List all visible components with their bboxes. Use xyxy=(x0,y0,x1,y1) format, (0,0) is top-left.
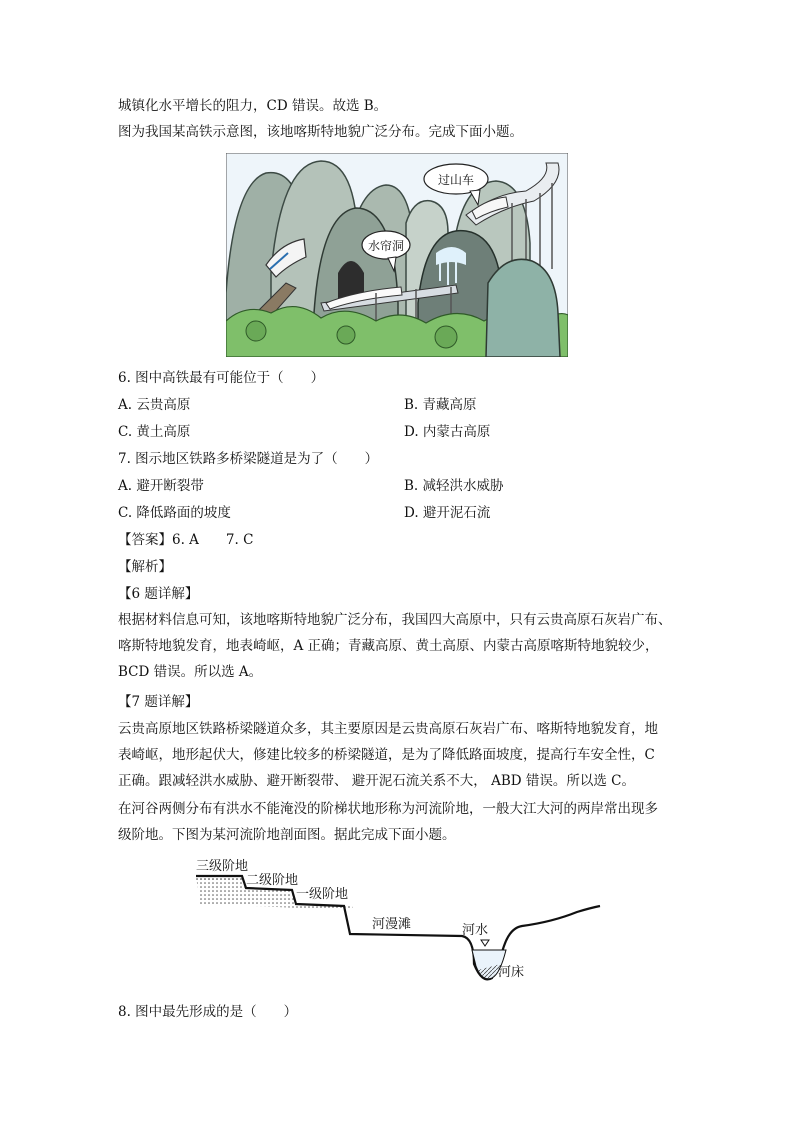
detail6-line: 喀斯特地貌发育，地表崎岖，A 正确；青藏高原、黄土高原、内蒙古高原喀斯特地貌较少， xyxy=(118,638,659,654)
q6-option-b: B. 青藏高原 xyxy=(404,397,477,413)
detail7-paragraph xyxy=(118,716,674,794)
detail6-line: BCD 错误。所以选 A。 xyxy=(118,664,263,680)
q8-stem: 8. 图中最先形成的是（ ） xyxy=(118,1004,298,1020)
label-floodplain: 河漫滩 xyxy=(372,917,412,932)
intro2-line: 级阶地。下图为某河流阶地剖面图。据此完成下面小题。 xyxy=(118,827,456,843)
label-river-water: 河水 xyxy=(462,923,489,938)
detail6-heading: 【6 题详解】 xyxy=(118,586,199,602)
detail7-line: 正确。跟减轻洪水威胁、避开断裂带、 避开泥石流关系不大， ABD 错误。所以选 C。 xyxy=(118,773,635,789)
q6-stem: 6. 图中高铁最有可能位于（ ） xyxy=(118,370,325,386)
label-riverbed: 河床 xyxy=(498,965,525,980)
intro-paragraph-1: 图为我国某高铁示意图，该地喀斯特地貌广泛分布。完成下面小题。 xyxy=(118,124,523,140)
q6-option-c: C. 黄土高原 xyxy=(118,424,191,440)
q7-option-d: D. 避开泥石流 xyxy=(404,505,491,521)
answer-line: 【答案】6. A 7. C xyxy=(118,532,254,548)
bubble-label-left: 水帘洞 xyxy=(367,239,405,253)
analysis-heading: 【解析】 xyxy=(118,559,172,575)
q6-option-a: A. 云贵高原 xyxy=(118,397,191,413)
label-terrace-1: 一级阶地 xyxy=(296,887,349,902)
intro2-line: 在河谷两侧分布有洪水不能淹没的阶梯状地形称为河流阶地，一般大江大河的两岸常出现多 xyxy=(118,801,658,817)
detail6-paragraph xyxy=(118,607,674,685)
q7-option-c: C. 降低路面的坡度 xyxy=(118,505,231,521)
q7-option-a: A. 避开断裂带 xyxy=(118,478,204,494)
q6-option-d: D. 内蒙古高原 xyxy=(404,424,491,440)
label-terrace-3: 三级阶地 xyxy=(196,859,249,874)
detail7-line: 表崎岖，地形起伏大，修建比较多的桥梁隧道，是为了降低路面坡度，提高行车安全性，C xyxy=(118,747,655,763)
intro-paragraph-2 xyxy=(118,796,674,848)
bubble-label-right: 过山车 xyxy=(437,173,475,187)
top-line: 城镇化水平增长的阻力，CD 错误。故选 B。 xyxy=(118,98,388,114)
high-speed-rail-illustration xyxy=(226,153,568,357)
q7-option-b: B. 减轻洪水威胁 xyxy=(404,478,504,494)
water-level-icon xyxy=(481,940,489,946)
label-terrace-2: 二级阶地 xyxy=(246,873,299,888)
river-terrace-profile xyxy=(192,854,604,994)
q7-stem: 7. 图示地区铁路多桥梁隧道是为了（ ） xyxy=(118,451,379,467)
detail7-heading: 【7 题详解】 xyxy=(118,694,199,710)
detail6-line: 根据材料信息可知，该地喀斯特地貌广泛分布，我国四大高原中，只有云贵高原石灰岩广布、 xyxy=(118,612,672,628)
detail7-line: 云贵高原地区铁路桥梁隧道众多，其主要原因是云贵高原石灰岩广布、喀斯特地貌发育，地 xyxy=(118,721,658,737)
